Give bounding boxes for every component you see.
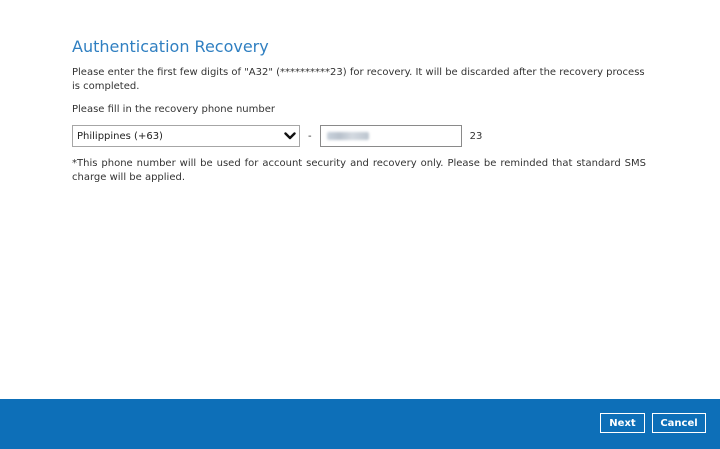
masked-digits [327, 132, 369, 140]
phone-field-label: Please fill in the recovery phone number [72, 104, 275, 115]
footer-bar [0, 399, 720, 449]
country-select-value: Philippines (+63) [77, 130, 163, 142]
phone-number-input[interactable] [320, 125, 462, 147]
phone-row [72, 125, 646, 147]
page-title: Authentication Recovery [72, 37, 269, 56]
country-code-select[interactable] [72, 125, 300, 147]
chevron-down-icon[interactable] [283, 126, 297, 146]
sms-charge-note: *This phone number will be used for account security and recovery only. Please be reminded that standard SMS charge will be applied. [72, 158, 646, 183]
cancel-button[interactable]: Cancel [652, 413, 706, 433]
main-content [72, 36, 646, 185]
instructions-text: Please enter the first few digits of "A32" (**********23) for recovery. It will be discarded after the recovery process is completed. [72, 67, 645, 92]
next-button[interactable]: Next [600, 413, 645, 433]
phone-suffix: 23 [469, 130, 483, 142]
phone-separator: - [308, 130, 312, 142]
